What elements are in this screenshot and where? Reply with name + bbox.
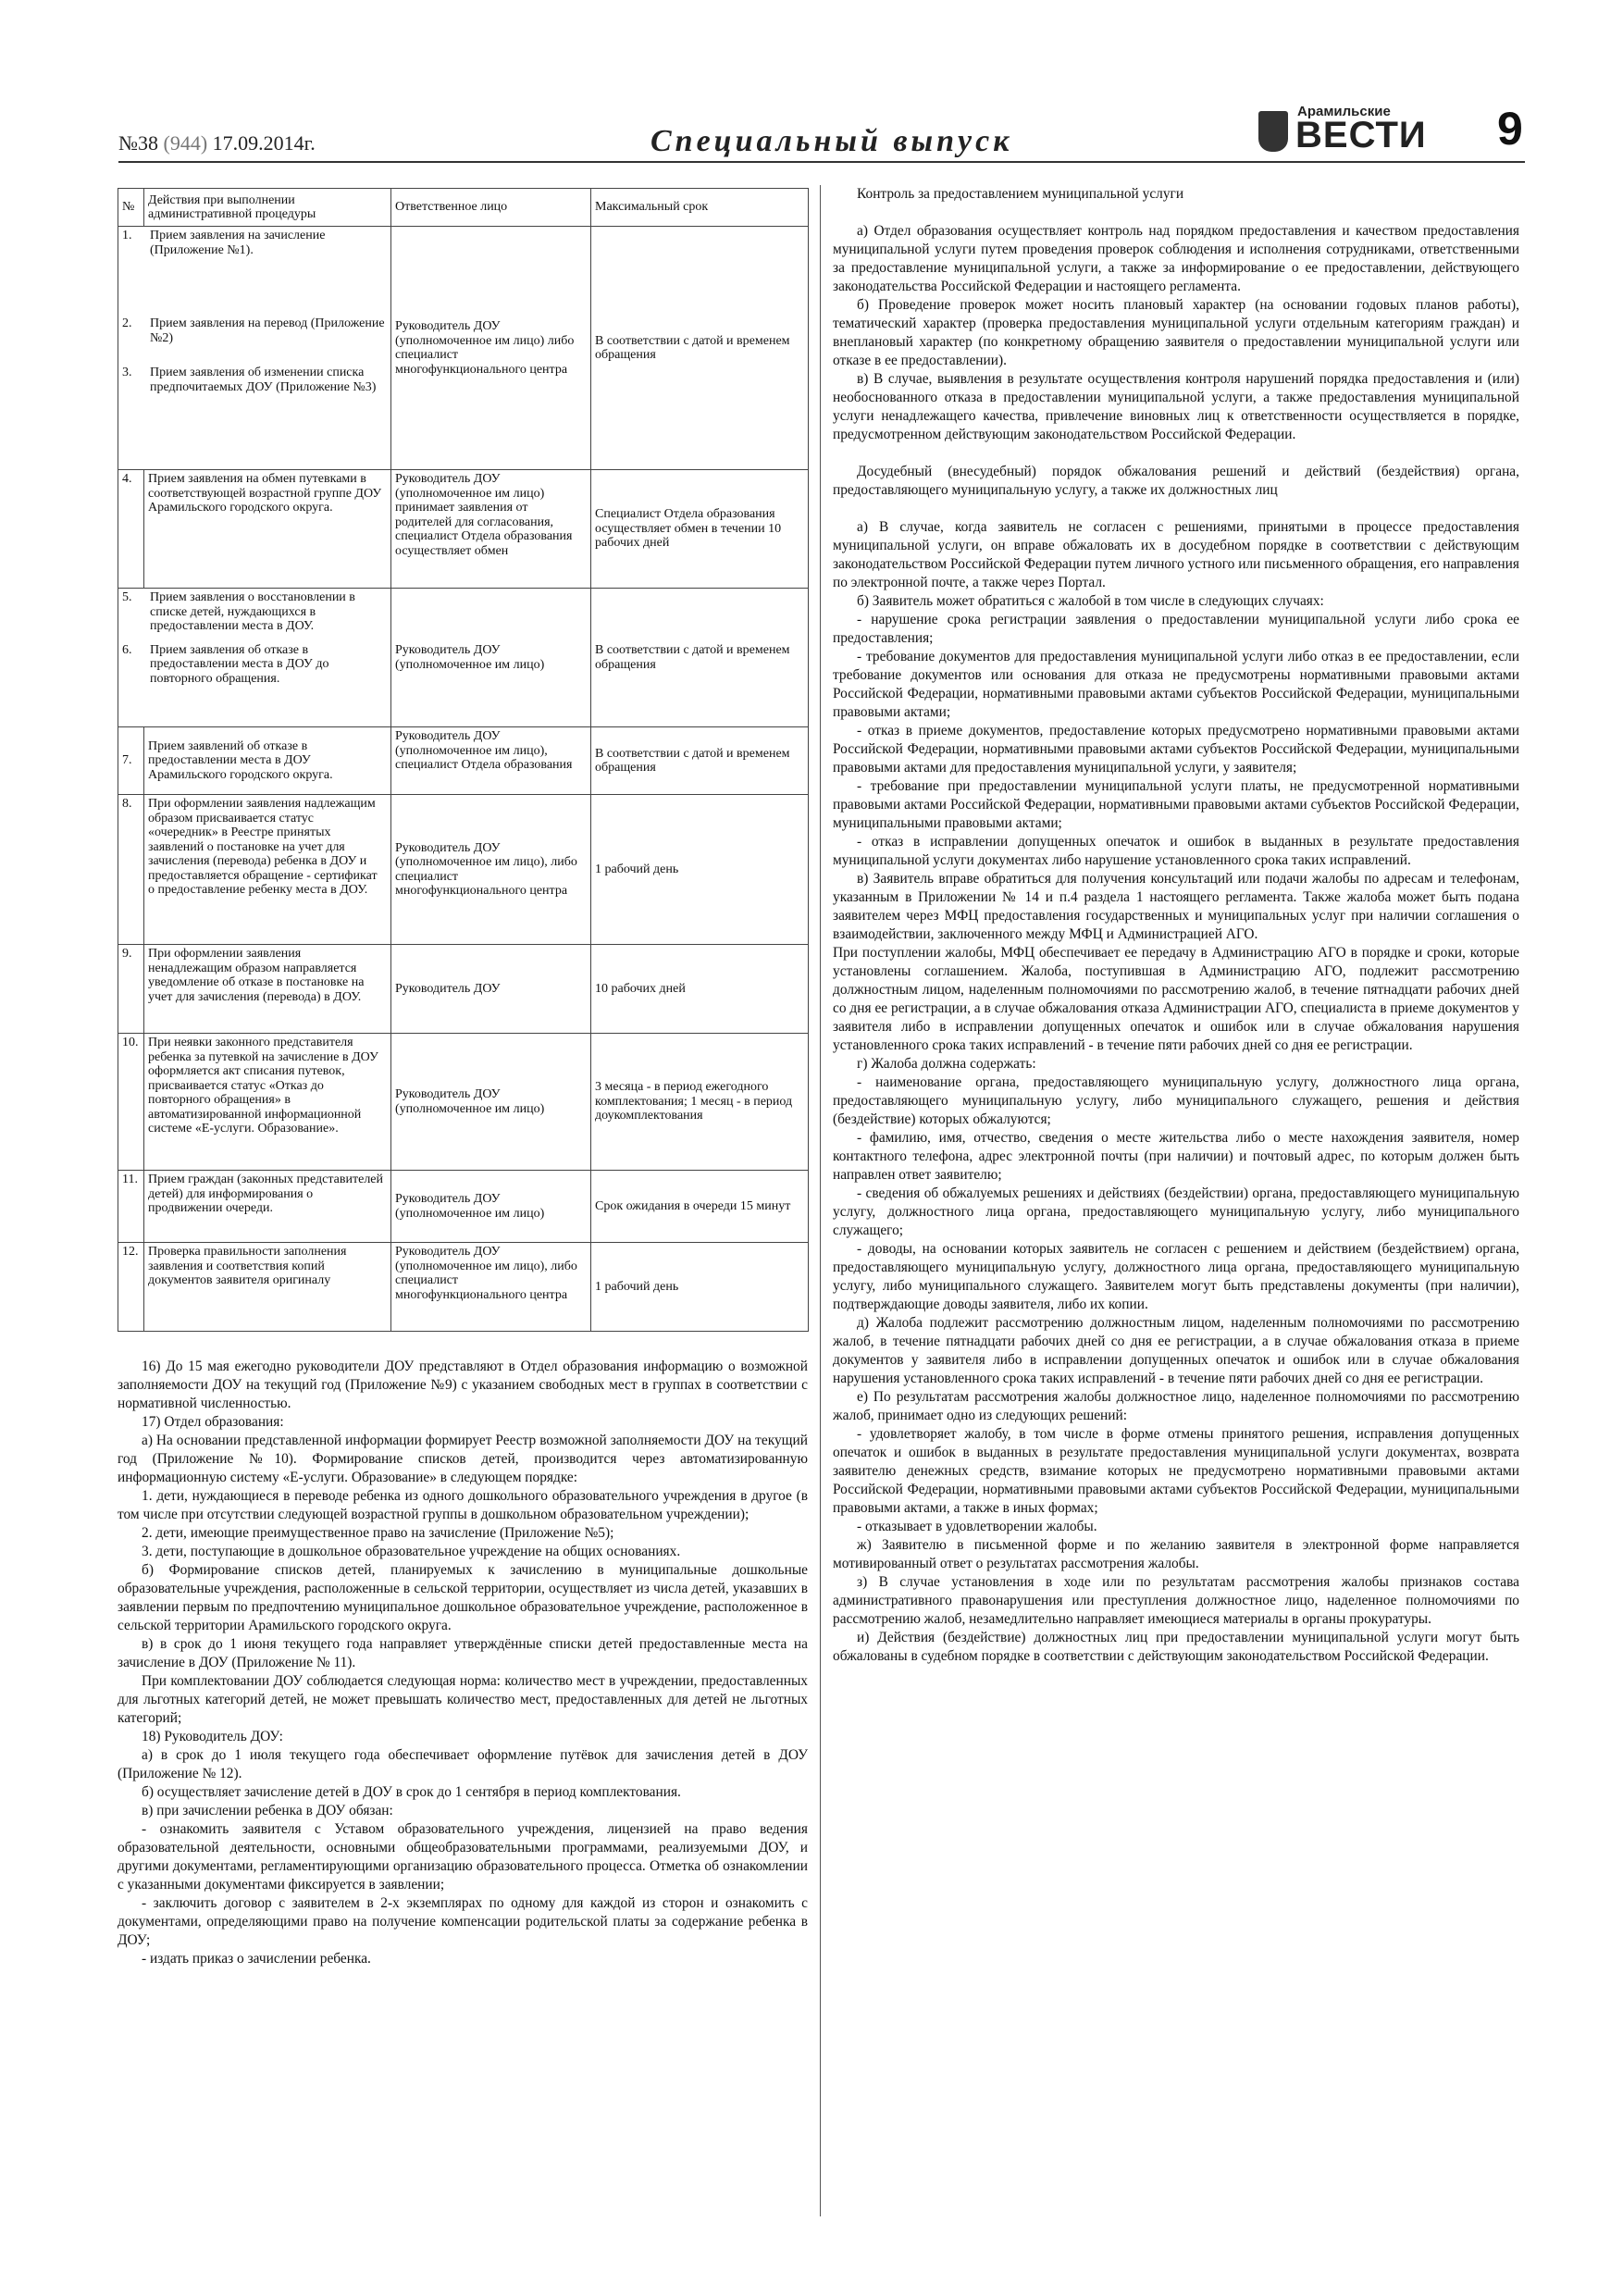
cell-responsible: Руководитель ДОУ (уполномоченное им лицо) либо специалист многофункционального центра	[391, 227, 591, 470]
right-column-text	[833, 185, 1519, 1666]
paragraph: - требование документов для предоставления муниципальной услуги либо отказ в ее предоставлении, если требование документов или основания для отказа не предусмотрены нормативными правовыми актами Российской Федерации, нормативными правовыми актами субъектов Российской Федерации, муниципальными правовыми актами;	[833, 649, 1519, 720]
cell-action: Проверка правильности заполнения заявления и соответствия копий документов заявителя оригиналу	[144, 1243, 391, 1332]
list-item: 3. Прием заявления об изменении списка предпочитаемых ДОУ (Приложение №3)	[122, 366, 377, 394]
paragraph: б) осуществляет зачисление детей в ДОУ в срок до 1 сентября в период комплектования.	[142, 1784, 681, 1800]
paragraph: - издать приказ о зачислении ребенка.	[142, 1951, 371, 1967]
logo-small-text: Арамильские	[1297, 104, 1391, 119]
paragraph: б) Формирование списков детей, планируемых к зачислению в муниципальные дошкольные образовательные учреждения, расположенные в сельской территории, осуществляет из числа детей, указавших в заявлении первым по предпочтению муниципальное дошкольное образовательное учреждение, расположенное в сельской территории Арамильского городского округа.	[118, 1562, 808, 1633]
section-title-appeal: Досудебный (внесудебный) порядок обжалования решений и действий (бездействия) органа, предоставляющего муниципальную услугу, а также их должностных лиц	[833, 464, 1519, 498]
paragraph: ж) Заявителю в письменной форме и по желанию заявителя в электронной форме направляется мотивированный ответ о результатах рассмотрения жалобы.	[833, 1537, 1519, 1571]
cell-action: При оформлении заявления надлежащим образом присваивается статус «очередник» в Реестре принятых заявлений о постановке на учет для зачисления (перевода) ребенка в ДОУ и предоставляется обращение - сертификат о предоставление ребенку места в ДОУ.	[144, 795, 391, 945]
issue-info	[118, 131, 316, 155]
paragraph: з) В случае установления в ходе или по результатам рассмотрения жалобы признаков состава административного правонарушения или преступления должностное лицо, наделенное полномочиями по рассмотрению жалоб, незамедлительно направляет имеющиеся материалы в органы прокуратуры.	[833, 1574, 1519, 1627]
table-row	[118, 1034, 809, 1171]
table-row	[118, 589, 809, 727]
cell-term: В соответствии с датой и временем обращения	[591, 227, 809, 470]
cell-responsible: Руководитель ДОУ (уполномоченное им лицо), либо специалист многофункционального центра	[391, 1243, 591, 1332]
cell-responsible: Руководитель ДОУ (уполномоченное им лицо)	[391, 1171, 591, 1243]
paragraph: 2. дети, имеющие преимущественное право на зачисление (Приложение №5);	[142, 1525, 614, 1541]
cell-term: 3 месяца - в период ежегодного комплектования; 1 месяц - в период доукомплектования	[591, 1034, 809, 1171]
cell-action: Прием граждан (законных представителей детей) для информирования о продвижении очереди.	[144, 1171, 391, 1243]
cell-number: 11.	[118, 1171, 144, 1243]
paragraph: 17) Отдел образования:	[142, 1414, 284, 1430]
table-header-row	[118, 189, 809, 227]
paragraph: в) Заявитель вправе обратиться для получения консультаций или подачи жалобы по адресам и телефонам, указанным в Приложении № 14 и п.4 раздела 1 настоящего регламента. Также жалоба может быть подана заявителем через МФЦ предоставления государственных и муниципальных услуг при наличии соглашения о взаимодействии, заключенного между МФЦ и Администрацией АГО.	[833, 871, 1519, 942]
cell-responsible: Руководитель ДОУ	[391, 945, 591, 1034]
cell-actions-5-6	[118, 589, 391, 727]
paragraph: г) Жалоба должна содержать:	[857, 1056, 1036, 1072]
list-item: 6. Прием заявления об отказе в предоставлении места в ДОУ до повторного обращения.	[122, 642, 329, 686]
paragraph: 16) До 15 мая ежегодно руководители ДОУ представляют в Отдел образования информацию о возможной заполняемости ДОУ на текущий год (Приложение №9) с указанием свободных мест в группах в соответствии с нормативной численностью.	[118, 1359, 808, 1411]
paragraph: б) Проведение проверок может носить плановый характер (на основании годовых планов работы), тематический характер (проверка предоставления муниципальной услуги отдельным категориям граждан) и внеплановый характер (по конкретному обращению заявителя о предоставлении муниципальной услуги или отказе в ее предоставлении).	[833, 297, 1519, 368]
cell-responsible: Руководитель ДОУ (уполномоченное им лицо), специалист Отдела образования	[391, 727, 591, 795]
cell-term: Специалист Отдела образования осуществляет обмен в течении 10 рабочих дней	[591, 470, 809, 589]
cell-term: 1 рабочий день	[591, 1243, 809, 1332]
cell-action: Прием заявления на обмен путевками в соответствующей возрастной группе ДОУ Арамильского городского округа.	[144, 470, 391, 589]
section-title-control: Контроль за предоставлением муниципальной услуги	[857, 186, 1184, 202]
cell-term: В соответствии с датой и временем обращения	[591, 727, 809, 795]
issue-date: 17.09.2014г.	[212, 131, 316, 155]
left-column-text	[118, 1358, 808, 1968]
list-item: 1. Прием заявления на зачисление (Приложение №1).	[122, 229, 326, 257]
paragraph: а) На основании представленной информации формирует Реестр возможной заполняемости ДОУ на текущий год (Приложение №10). Формирование списков детей, производится через автоматизированную информационную систему «Е-услуги. Образование» в следующем порядке:	[118, 1433, 808, 1485]
page-number: 9	[1497, 103, 1523, 155]
cell-action: При оформлении заявления ненадлежащим образом направляется уведомление об отказе в постановке на учет для зачисления (перевода) в ДОУ.	[144, 945, 391, 1034]
paragraph: - фамилию, имя, отчество, сведения о месте жительства либо о месте нахождения заявителя, номер контактного телефона, адрес электронной почты (при наличии) и почтовый адрес, по которым должен быть направлен ответ заявителю;	[833, 1130, 1519, 1183]
paragraph: - ознакомить заявителя с Уставом образовательного учреждения, лицензией на право ведения образовательной деятельности, основными общеобразовательными программами, реализуемыми ДОУ, и другими документами, регламентирующими организацию образовательного процесса. Отметка об ознакомлении с указанными документами фиксируется в заявлении;	[118, 1821, 808, 1893]
header-term: Максимальный срок	[591, 189, 809, 227]
header-rule	[118, 161, 1525, 163]
column-divider	[820, 185, 821, 2216]
header-responsible: Ответственное лицо	[391, 189, 591, 227]
paragraph: а) Отдел образования осуществляет контроль над порядком предоставления и качеством предоставления муниципальной услуги путем проведения проверок соблюдения и исполнения сотрудниками, ответственными за предоставление муниципальной услуги, а также за информирование о ее предоставлении, действующего законодательства Российской Федерации и настоящего регламента.	[833, 223, 1519, 294]
cell-responsible: Руководитель ДОУ (уполномоченное им лицо), либо специалист многофункционального центра	[391, 795, 591, 945]
paragraph: е) По результатам рассмотрения жалобы должностное лицо, наделенное полномочиями по рассмотрению жалоб, принимает одно из следующих решений:	[833, 1389, 1519, 1423]
paragraph: - требование при предоставлении муниципальной услуги платы, не предусмотренной нормативными правовыми актами Российской Федерации, нормативными правовыми актами субъектов Российской Федерации, муниципальными правовыми актами;	[833, 778, 1519, 831]
cell-responsible: Руководитель ДОУ (уполномоченное им лицо) принимает заявления от родителей для согласования, специалист Отдела образования осуществляет обмен	[391, 470, 591, 589]
paragraph: а) В случае, когда заявитель не согласен с решениями, принятыми в процессе предоставления муниципальной услуги, он вправе обжаловать их в досудебном порядке в соответствии с действующим законодательством Российской Федерации путем личного устного или письменного обращения, его направления по электронной почте, а также через Портал.	[833, 519, 1519, 590]
paragraph: 1. дети, нуждающиеся в переводе ребенка из одного дошкольного образовательного учреждения в другое (в том числе при отсутствии следующей возрастной группы в дошкольном образовательном учреждении);	[118, 1488, 808, 1522]
issue-number: №38	[118, 131, 158, 155]
paragraph: - доводы, на основании которых заявитель не согласен с решением и действием (бездействием) органа, предоставляющего муниципальную услугу, должностного лица органа, предоставляющего муниципальную услугу, либо муниципального служащего. Заявителем могут быть представлены документы (при наличии), подтверждающие доводы заявителя, либо их копии.	[833, 1241, 1519, 1312]
paragraph: - наименование органа, предоставляющего муниципальную услугу, должностного лица органа, предоставляющего муниципальную услугу, либо муниципального служащего, решения и действия (бездействие) которых обжалуются;	[833, 1074, 1519, 1127]
paragraph: - нарушение срока регистрации заявления о предоставлении муниципальной услуги либо срока ее предоставления;	[833, 612, 1519, 646]
paragraph: - отказывает в удовлетворении жалобы.	[857, 1519, 1097, 1534]
paragraph: - отказ в исправлении допущенных опечаток и ошибок в выданных в результате предоставления муниципальной услуги документах либо нарушение установленного срока таких исправлений.	[833, 834, 1519, 868]
list-item: 2. Прием заявления на перевод (Приложение №2)	[122, 316, 385, 345]
table-row	[118, 1171, 809, 1243]
list-item: 5. Прием заявления о восстановлении в списке детей, нуждающихся в предоставлении места в ДОУ.	[122, 590, 355, 633]
paragraph: - отказ в приеме документов, предоставление которых предусмотрено нормативными правовыми актами Российской Федерации, нормативными правовыми актами субъектов Российской Федерации, муниципальными правовыми актами для предоставления муниципальной услуги, у заявителя;	[833, 723, 1519, 776]
table-row	[118, 795, 809, 945]
paragraph: - удовлетворяет жалобу, в том числе в форме отмены принятого решения, исправления допущенных опечаток и ошибок в выданных в результате предоставления муниципальной услуги документах, возврата заявителю денежных средств, взимание которых не предусмотрено нормативными правовыми актами Российской Федерации, нормативными правовыми актами субъектов Российской Федерации, муниципальными правовыми актами, а также в иных формах;	[833, 1426, 1519, 1516]
cell-number: 7.	[118, 727, 144, 795]
paragraph: в) в срок до 1 июня текущего года направляет утверждённые списки детей предоставленные места на зачисление в ДОУ (Приложение № 11).	[118, 1636, 808, 1670]
cell-number: 9.	[118, 945, 144, 1034]
cell-action: При неявки законного представителя ребенка за путевкой на зачисление в ДОУ оформляется акт списания путевок, присваивается статус «Отказ до повторного обращения» в автоматизированной информационной системе «Е-услуги. Образование».	[144, 1034, 391, 1171]
header-number: №	[118, 189, 144, 227]
logo-big-text: ВЕСТИ	[1295, 115, 1427, 155]
paragraph: в) В случае, выявления в результате осуществления контроля нарушений порядка предоставления и (или) необоснованного отказа в предоставлении муниципальной услуги, а также предоставления муниципальной услуги ненадлежащего качества, привлечение виновных лиц к ответственности осуществляется в порядке, предусмотренном действующим законодательством Российской Федерации.	[833, 371, 1519, 442]
table-row	[118, 945, 809, 1034]
paragraph: При комплектовании ДОУ соблюдается следующая норма: количество мест в учреждении, предоставленных для льготных категорий детей, не может превышать количество мест, предоставленных для детей не льготных категорий;	[118, 1673, 808, 1726]
paragraph: а) в срок до 1 июля текущего года обеспечивает оформление путёвок для зачисления детей в ДОУ (Приложение № 12).	[118, 1747, 808, 1781]
paragraph: в) при зачислении ребенка в ДОУ обязан:	[142, 1803, 393, 1818]
page-header	[118, 102, 1534, 167]
special-issue-title: Специальный выпуск	[650, 124, 1013, 158]
cell-actions-1-3	[118, 227, 391, 470]
paragraph: и) Действия (бездействие) должностных лиц при предоставлении муниципальной услуги могут быть обжалованы в судебном порядке в соответствии с действующим законодательством Российской Федерации.	[833, 1630, 1519, 1664]
cell-number: 10.	[118, 1034, 144, 1171]
table-row	[118, 1243, 809, 1332]
paragraph: - заключить договор с заявителем в 2-х экземплярах по одному для каждой из сторон и ознакомить с документами, определяющими право на получение компенсации родительской платы за содержание ребенка в ДОУ;	[118, 1895, 808, 1948]
paragraph: При поступлении жалобы, МФЦ обеспечивает ее передачу в Администрацию АГО в порядке и сроки, которые установлены соглашением. Жалоба, поступившая в Администрацию АГО, подлежит рассмотрению должностным лицом, наделенным полномочиями по рассмотрению жалоб, в течение пятнадцати рабочих дней со дня ее регистрации, а в случае обжалования отказа Администрации АГО, специалиста в приеме документов у заявителя либо в исправлении допущенных опечаток и ошибок или в случае обжалования нарушения установленного срока таких исправлений - в течение пяти рабочих дней со дня ее регистрации.	[833, 945, 1519, 1053]
table-row	[118, 727, 809, 795]
procedure-table	[118, 188, 809, 1332]
cell-term: В соответствии с датой и временем обращения	[591, 589, 809, 727]
paragraph: 18) Руководитель ДОУ:	[142, 1729, 283, 1744]
cell-term: 10 рабочих дней	[591, 945, 809, 1034]
table-row	[118, 227, 809, 470]
cell-term: 1 рабочий день	[591, 795, 809, 945]
paragraph: б) Заявитель может обратиться с жалобой в том числе в следующих случаях:	[857, 593, 1324, 609]
paragraph: 3. дети, поступающие в дошкольное образовательное учреждение на общих основаниях.	[142, 1544, 681, 1559]
coat-of-arms-icon	[1258, 111, 1288, 152]
table-row	[118, 470, 809, 589]
paragraph: - сведения об обжалуемых решениях и действиях (бездействии) органа, предоставляющего муниципальную услугу, должностного лица органа, предоставляющего муниципальную услугу, либо муниципального служащего;	[833, 1185, 1519, 1238]
cell-number: 8.	[118, 795, 144, 945]
header-action: Действия при выполнении административной процедуры	[144, 189, 391, 227]
cell-responsible: Руководитель ДОУ (уполномоченное им лицо)	[391, 1034, 591, 1171]
issue-paren: (944)	[163, 131, 208, 155]
cell-action: Прием заявлений об отказе в предоставлении места в ДОУ Арамильского городского округа.	[144, 727, 391, 795]
cell-number: 4.	[118, 470, 144, 589]
cell-responsible: Руководитель ДОУ (уполномоченное им лицо)	[391, 589, 591, 727]
cell-term: Срок ожидания в очереди 15 минут	[591, 1171, 809, 1243]
newspaper-logo	[1258, 102, 1462, 157]
paragraph: д) Жалоба подлежит рассмотрению должностным лицом, наделенным полномочиями по рассмотрению жалоб, в течение пятнадцати рабочих дней со дня ее регистрации, а в случае обжалования отказа в приеме документов у заявителя либо в исправлении допущенных опечаток и ошибок или в случае обжалования нарушения установленного срока таких исправлений - в течение пяти рабочих дней со дня ее регистрации.	[833, 1315, 1519, 1386]
cell-number: 12.	[118, 1243, 144, 1332]
